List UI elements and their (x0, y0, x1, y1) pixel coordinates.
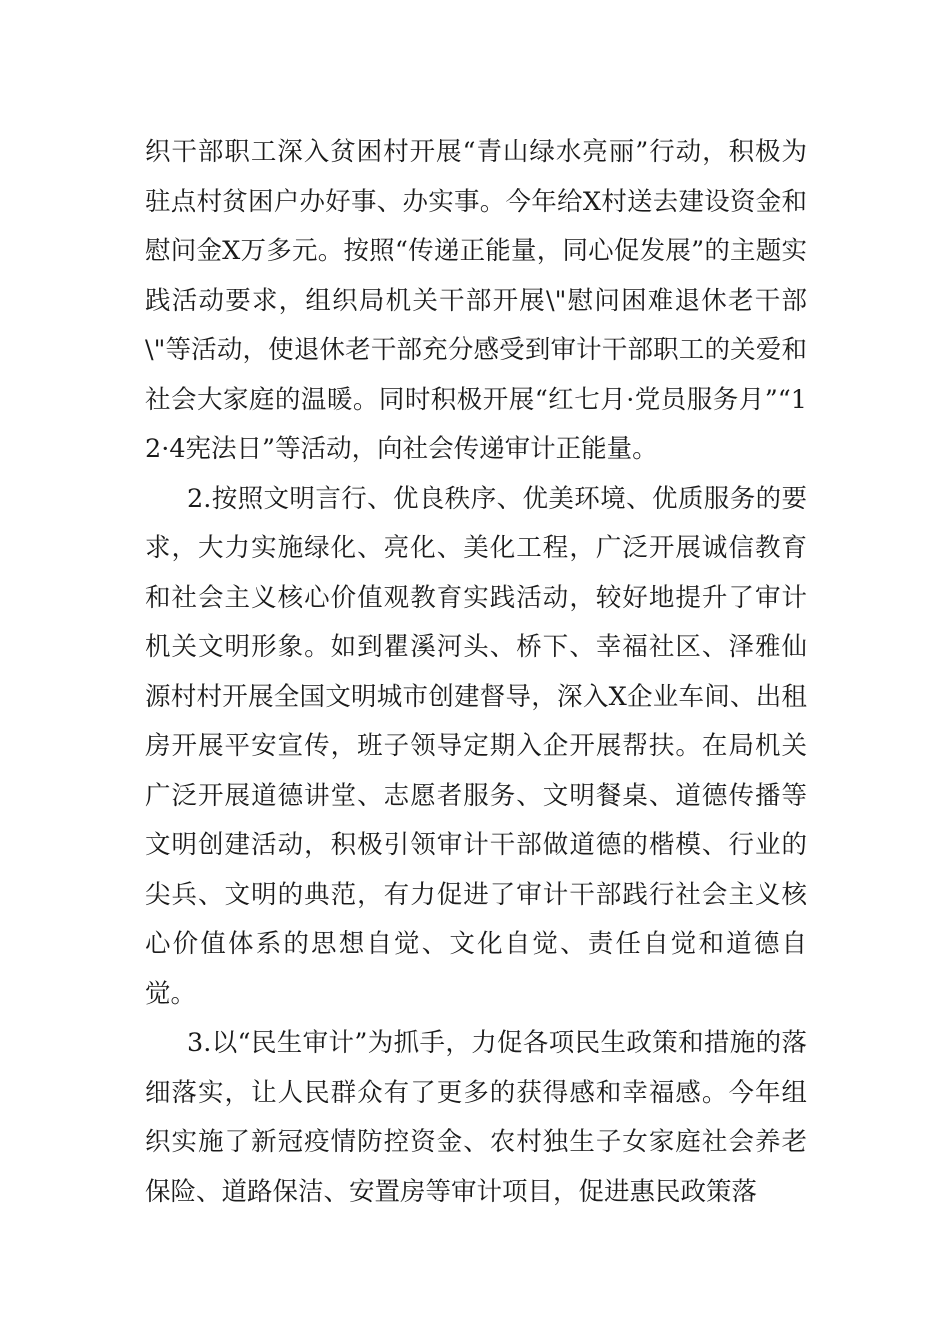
paragraph-item-2: 2.按照文明言行、优良秩序、优美环境、优质服务的要求，大力实施绿化、亮化、美化工程，广泛开展诚信教育和社会主义核心价值观教育实践活动，较好地提升了审计机关文明形象。如到瞿溪河头、桥下、幸福社区、泽雅仙源村村开展全国文明城市创建督导，深入X企业车间、出租房开展平安宣传，班子领导定期入企开展帮扶。在局机关广泛开展道德讲堂、志愿者服务、文明餐桌、道德传播等文明创建活动，积极引领审计干部做道德的楷模、行业的尖兵、文明的典范，有力促进了审计干部践行社会主义核心价值体系的思想自觉、文化自觉、责任自觉和道德自觉。 (145, 483, 807, 1009)
paragraph-continuation: 织干部职工深入贫困村开展“青山绿水亮丽”行动，积极为驻点村贫困户办好事、办实事。今年给X村送去建设资金和慰问金X万多元。按照“传递正能量，同心促发展”的主题实践活动要求，组织局机关干部开展\"慰问困难退休老干部\"等活动，使退休老干部充分感受到审计干部职工的关爱和社会大家庭的温暖。同时积极开展“红七月·党员服务月”“12·4宪法日”等活动，向社会传递审计正能量。 (145, 137, 807, 464)
paragraph-item-3: 3.以“民生审计”为抓手，力促各项民生政策和措施的落细落实，让人民群众有了更多的获得感和幸福感。今年组织实施了新冠疫情防控资金、农村独生子女家庭社会养老保险、道路保洁、安置房等审计项目，促进惠民政策落 (145, 1028, 807, 1207)
document-body (145, 128, 807, 1217)
